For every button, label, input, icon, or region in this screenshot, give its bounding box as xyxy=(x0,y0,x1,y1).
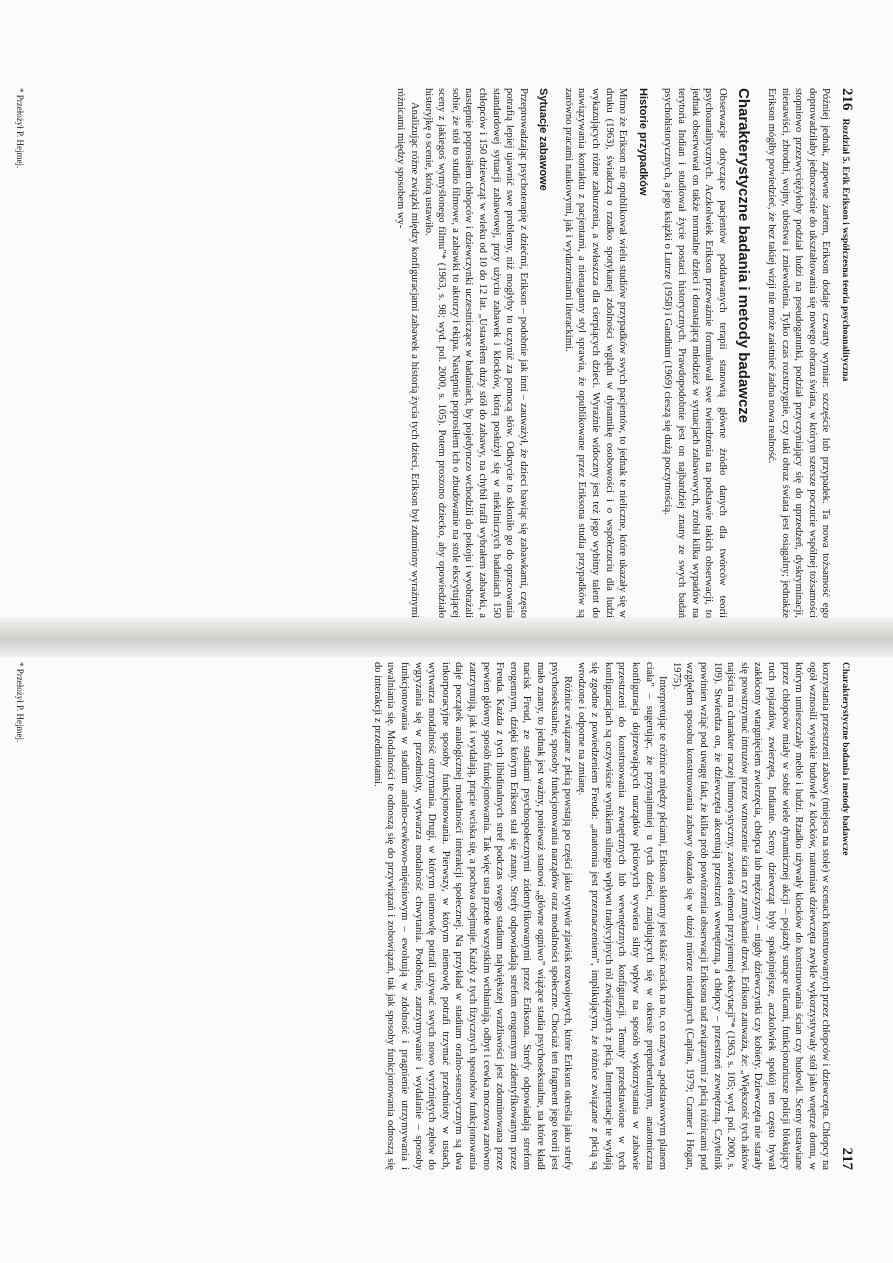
section-title: Charakterystyczne badania i metody badawcze xyxy=(735,88,753,424)
subsection1-title: Historie przypadków xyxy=(636,88,649,196)
subsection2-paragraph2: Analizując różne związki między konfiguracjami zabawek a historią życia tych dzieci, Erikson był zdumiony wyraźnymi różnicami między sposobem wy- xyxy=(395,88,420,618)
right-header-text: Charakterystyczne badania i metody badawcze xyxy=(840,662,851,856)
section-paragraph: Obserwacje dotyczące pacjentów poddawanych terapii stanowią główne źródło danych dla twórców teorii psychoanalitycznych. Aczkolwiek Erikson przeważnie formułował swe twierdzenia na podstawie takich obserwacji, to jednak obserwował on także normalne dzieci i dorastającą młodzież w sytuacjach zabawowych, zrobił kilka wypadów na terytoria Indian i studiował życie postaci historycznych. Prawdopodobnie jest on najbardziej znany ze swych badań psychohistorycznych, a jego książki o Lutrze (1958) i Gandhim (1969) cieszą się dużą poczytnością. xyxy=(662,88,728,618)
intro-paragraph: Później jednak, zapewne żartem, Erikson dodaje czwarty wymiar: szczęście lub przypadek. Ta nowa tożsamość ego doprowadziłaby jednocześnie do ukształtowania się nowego obrazu świata, w którym szersze poczucie wspólnej tożsamości stopniowo przezwyciężyłoby podział ludzi na pseudogatunki, podział przyczyniający się do uprzedzeń, dyskryminacji, nienawiści, zbrodni, wojny, ubóstwa i zniewolenia. Tylko czas rozstrzygnie, czy taki obraz świata jest osiągalny; jednakże Erikson mógłby powiedzieć, że bez takiej wizji nie może zaistnieć żadna nowa realność. xyxy=(766,88,832,618)
right-page-number: 217 xyxy=(839,1147,855,1170)
subsection1-paragraph: Mimo że Erikson nie opublikował wielu studiów przypadków swych pacjentów, to jednak te nieliczne, które ukazały się w druku (1963), świadczą o rzadko spotykanej zdolności wglądu w dynamikę osobowości i o współczuciu dla ludzi wykazujących różne zaburzenia, a zwłaszcza dla cierpiących dzieci. Wyraźnie widoczny jest też jego wybitny talent do nawiązywania kontaktu z pacjentami, a nienaganny styl sprawia, że opublikowane przez Eriksona studia przypadków są zarówno pracami naukowymi, jak i wydarzeniami literackimi. xyxy=(562,88,629,618)
left-header-text: Rozdział 5. Erik Erikson i współczesna teoria psychoanalityczna xyxy=(840,118,851,382)
subsection2-title: Sytuacje zabawowe xyxy=(537,88,550,191)
right-footnote: * Przełożył P. Hejmej. xyxy=(15,662,25,743)
right-paragraph1: korzystania przestrzeni zabawy (miejsca na stole) w scenach konstruowanych przez chłopców i dziewczęta. Chłopcy na ogół wznosili wysokie budowle z klocków, natomiast dziewczęta zwykle wykorzystywały stół jako wnętrze domu, w którym umieszczały meble i ludzi. Rzadko używały klocków do konstruowania ścian czy budowli. Sceny ustawiane przez chłopców miały w sobie wiele dynamicznej akcji – pojazdy sunące ulicami, funkcjonariusze policji blokujący ruch pojazdów, zwierzęta, Indianie. Sceny dziewcząt były spokojniejsze, aczkolwiek spokój ten często bywał zakłócony wtargnięciem zwierzęcia, chłopca lub mężczyzny – nigdy dziewczynki czy kobiety. Dziewczęta nie starały się powstrzymać intruzów przez wznoszenie ścian czy zamykanie drzwi. Erikson zauważa, że: „Większość tych aktów najścia ma charakter raczej humorystyczny, zawiera element przyjemnej ekscytacji”* (1963, s. 105; wyd. pol. 2000, s. 109). Stwierdza on, że dziewczęta akcentują przestrzeń wewnętrzną, a chłopcy – przestrzeń zewnętrzną. Czytelnik powinien wziąć pod uwagę fakt, że kilka prób powtórzenia obserwacji Eriksona nad związanymi z płcią różnicami pod względem sposobu konstruowania zabawy okazało się w dużej mierze nieudanych (Caplan, 1979; Cramer i Hogan, 1975). xyxy=(670,662,832,1170)
right-paragraph2: Interpretując te różnice między płciami, Erikson skłonny jest kłaść nacisk na to, co nazywa „podstawowym planem ciała” – sugerując, że przynajmniej u tych dzieci, znajdujących się w okresie prepubertalnym, anatomiczna konfiguracja dojrzewających narządów płciowych wywiera silny wpływ na sposób wykorzystania w zabawie przestrzeni do konstruowania zewnętrznych lub wewnętrznych konfiguracji. Tematy przedstawione w tych konfiguracjach są oczywiście wynikiem silnego wpływu tradycyjnych ról związanych z płcią. Interpretacje te wydają się zgodne z powiedzeniem Freuda: „anatomia jest przeznaczeniem”, implikującym, że różnice związane z płcią są wrodzone i odporne na zmianę. xyxy=(575,662,669,1170)
right-page xyxy=(33,662,853,1170)
right-paragraph3: Różnice związane z płcią powstają po części jako wytwór zjawisk rozwojowych, które Erikson określa jako strefy psychoseksualne, sposoby funkcjonowania narządów oraz modalności społeczne. Chociaż ten fragment jego teorii jest mało znany, to jednak jest ważny, ponieważ stanowi „główne ogniwo” wiążące stadia psychoseksualne, na które kładł nacisk Freud, ze stadiami psychospołecznymi zidentyfikowanymi przez Eriksona. Strefy odpowiadają strefom erogennym, dzięki którym Erikson stał się znany. Strefy odpowiadają strefom erogennym zidentyfikowanym przez Freuda. Każda z tych libidinalnych stref podczas swego stadium największej wrażliwości jest zdominowana przez pewien główny sposób funkcjonowania. Tak więc usta przede wszystkim wchłaniają, odbyt i cewka moczowa zarówno zatrzymują, jak i wydalają, prącie wciska się, a pochwa obejmuje. Każdy z tych fizycznych sposobów funkcjonowania daje początek analogicznej modalności interakcji społecznej. Na przykład w stadium oralno-sensorycznym są dwa inkorporacyjne sposoby funkcjonowania. Pierwszy, w którym niemowlę potrafi trzymać przedmioty w ustach, wytwarza modalność otrzymania. Drugi, w którym niemowlę potrafi używać swych nowo wyrżniętych zębów do wgryzania się w przedmioty, wytwarza modalność chwytania. Podobnie, zatrzymywanie i wydalanie – sposoby funkcjonowania w stadium analno-cewkowo-mięśniowym – ewoluują w zdolność i pragnienie utrzymywania i uwalniania się. Modalności te odnoszą się do przywiązań i zobowiązań, tak jak sposoby funkcjonowania odnoszą się do interakcji z przedmiotami. xyxy=(371,662,574,1170)
right-running-header xyxy=(838,662,853,1170)
left-page-number: 216 xyxy=(839,88,855,111)
left-footnote: * Przełożył P. Hejmej. xyxy=(15,88,25,169)
left-page xyxy=(33,88,853,618)
book-gutter xyxy=(0,617,893,657)
subsection2-paragraph1: Przeprowadzając psychoterapię z dziećmi, Erikson – podobnie jak inni – zauważył, że dzieci bawiąc się zabawkami, często potrafią lepiej ujawnić swe problemy, niż mogłyby to uczynić za pomocą słów. Odkrycie to skłoniło go do opracowania standardowej sytuacji zabawowej, przy użyciu zabawek i klocków, którą posłużył się w niekliniczych badaniach 150 chłopców i 150 dziewcząt w wieku od 10 do 12 lat. „Ustawiłem duży stół do zabawy, na chybił trafił wybrałem zabawki, a następnie poprosiłem chłopców i dziewczynki uczestniczące w badaniach, by pojedynczo wchodzili do pokoju i wyobrażali sobie, że stół to studio filmowe, a zabawki to aktorzy i ekipa. Następnie poprosiłem ich o zbudowanie na stole ekscytującej sceny z jakiegoś wymyślonego filmu”* (1963, s. 98; wyd. pol. 2000, s. 105). Potem proszono dziecko, aby opowiedziało historyjkę o scenie, którą ustawiło. xyxy=(422,88,529,618)
left-running-header xyxy=(838,88,853,618)
